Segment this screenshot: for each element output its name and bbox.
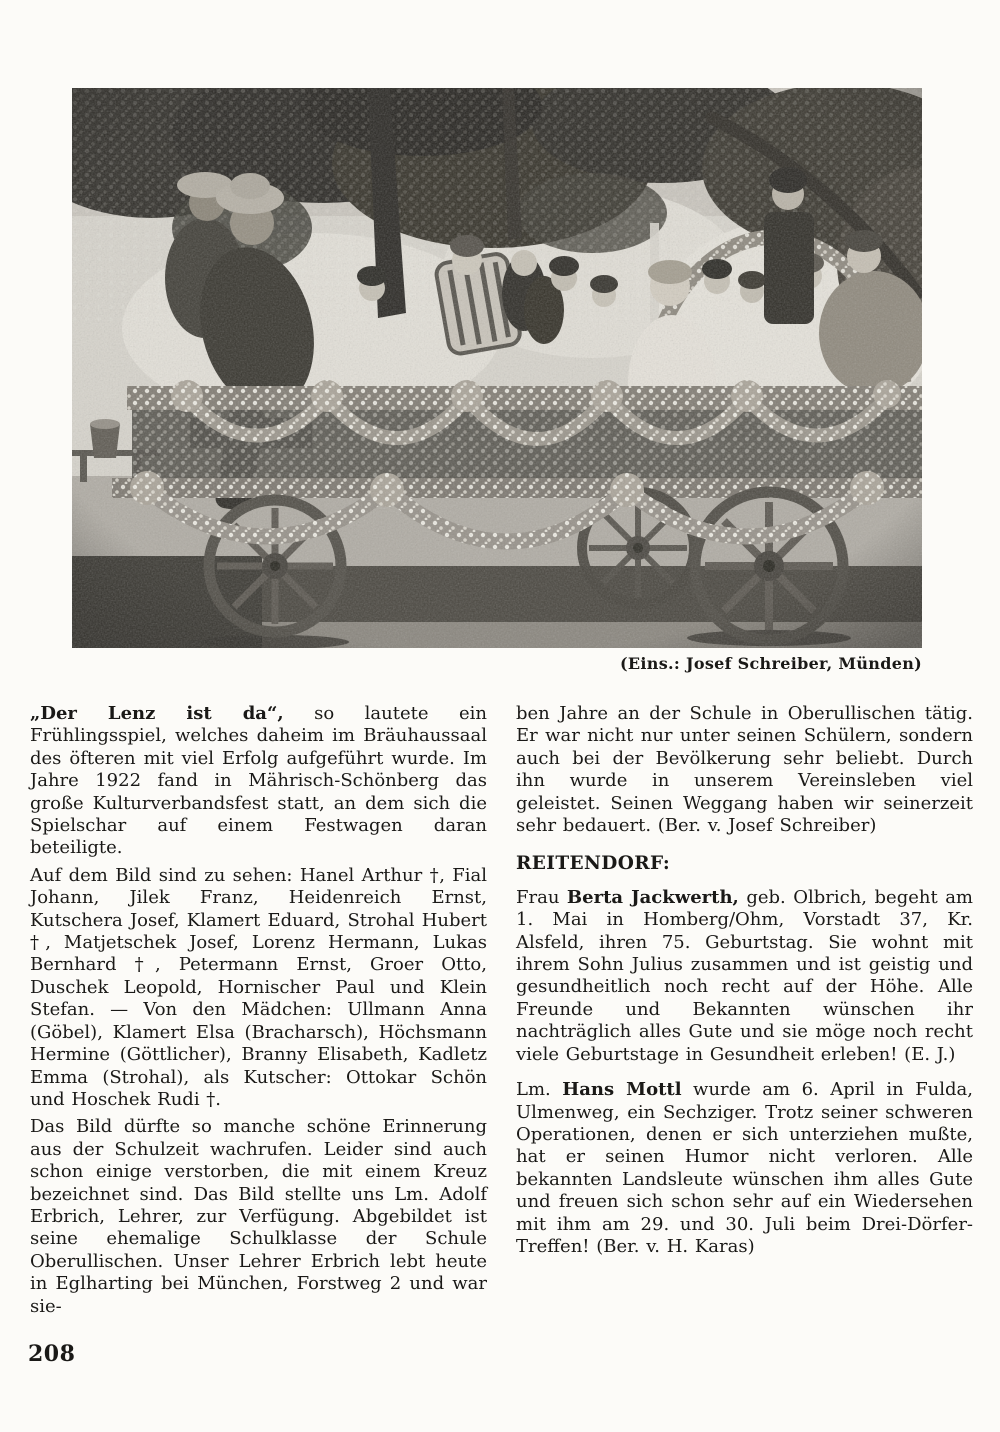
paragraph-names: Auf dem Bild sind zu sehen: Hanel Arthur †, Fial Johann, Jilek Franz, Heidenreich Ernst, Kutschera Josef, Klamert Eduard, Strohal Hubert †, Matjetschek Josef, Lorenz Hermann, Lukas Bernhard †, Petermann Ernst, Groer Otto, Duschek Leopold, Hornischer Paul und Klein Stefan. — Von den Mädchen: Ullmann Anna (Göbel), Klamert Elsa (Bracharsch), Höchsmann Hermine (Göttlicher), Branny Elisabeth, Kadletz Emma (Strohal), als Kutscher: Ottokar Schön und Hoschek Rudi †.: [30, 864, 487, 1110]
paragraph-erinnerung: Das Bild dürfte so manche schöne Erinnerung aus der Schulzeit wachrufen. Leider sind auch schon einige verstorben, die mit einem Kreuz bezeichnet sind. Das Bild stellte uns Lm. Adolf Erbrich, Lehrer, zur Verfügung. Abgebildet ist seine ehemalige Schulklasse der Schule Oberullischen. Unser Lehrer Erbrich lebt heute in Eglharting bei München, Forstweg 2 und war sie-: [30, 1116, 487, 1317]
festival-wagon-photo: [72, 88, 922, 648]
paragraph-pre: Lm.: [516, 1079, 563, 1101]
article-columns: [30, 703, 973, 1323]
paragraph-jackwerth: [516, 887, 973, 1066]
paragraph-lead-text: so lautete ein Frühlingsspiel, welches daheim im Bräuhaussaal des öfteren mit viel Erfolg aufgeführt wurde. Im Jahre 1922 fand in Mährisch-Schönberg das große Kulturverbandsfest statt, an dem sich die Spielschar auf einem Festwagen daran beteiligte.: [30, 703, 488, 859]
paragraph-pre: Frau: [516, 886, 567, 908]
page-number: 208: [28, 1341, 76, 1367]
paragraph-lenz: [30, 703, 487, 860]
paragraph-continuation: ben Jahre an der Schule in Oberullischen tätig. Er war nicht nur unter seinen Schülern, sondern auch bei der Bevölkerung sehr beliebt. Durch ihn wurde in unserem Vereinsleben viel geleistet. Seinen Weggang haben wir seinerzeit sehr bedauert. (Ber. v. Josef Schreiber): [516, 703, 973, 837]
person-name-bold: Berta Jackwerth,: [566, 886, 739, 908]
right-column: [516, 703, 973, 1323]
person-name-bold: Hans Mottl: [562, 1079, 682, 1101]
paragraph-rest: wurde am 6. April in Fulda, Ulmenweg, ein Sechziger. Trotz seiner schweren Operationen, denen er sich unterziehen mußte, hat er seinen Humor nicht verloren. Alle bekannten Landsleute wünschen ihm alles Gute und freuen sich schon sehr auf ein Wiedersehen mit ihm am 29. und 30. Juli beim Drei-Dörfer-Treffen! (Ber. v. H. Karas): [516, 1079, 974, 1257]
paragraph-rest: geb. Olbrich, begeht am 1. Mai in Homberg/Ohm, Vorstadt 37, Kr. Alsfeld, ihren 75. Geburtstag. Sie wohnt mit ihrem Sohn Julius zusammen und ist geistig und gesundheitlich noch recht auf der Höhe. Alle Freunde und Bekannten wünschen ihr nachträglich alles Gute und sie möge noch recht viele Geburtstage in Gesundheit erleben! (E. J.): [516, 886, 974, 1065]
left-column: [30, 703, 487, 1323]
section-heading-reitendorf: REITENDORF:: [516, 853, 671, 875]
paragraph-lead-bold: „Der Lenz ist da“,: [30, 703, 284, 724]
paragraph-mottl: [516, 1079, 973, 1258]
photo-credit: (Eins.: Josef Schreiber, Münden): [620, 654, 922, 673]
